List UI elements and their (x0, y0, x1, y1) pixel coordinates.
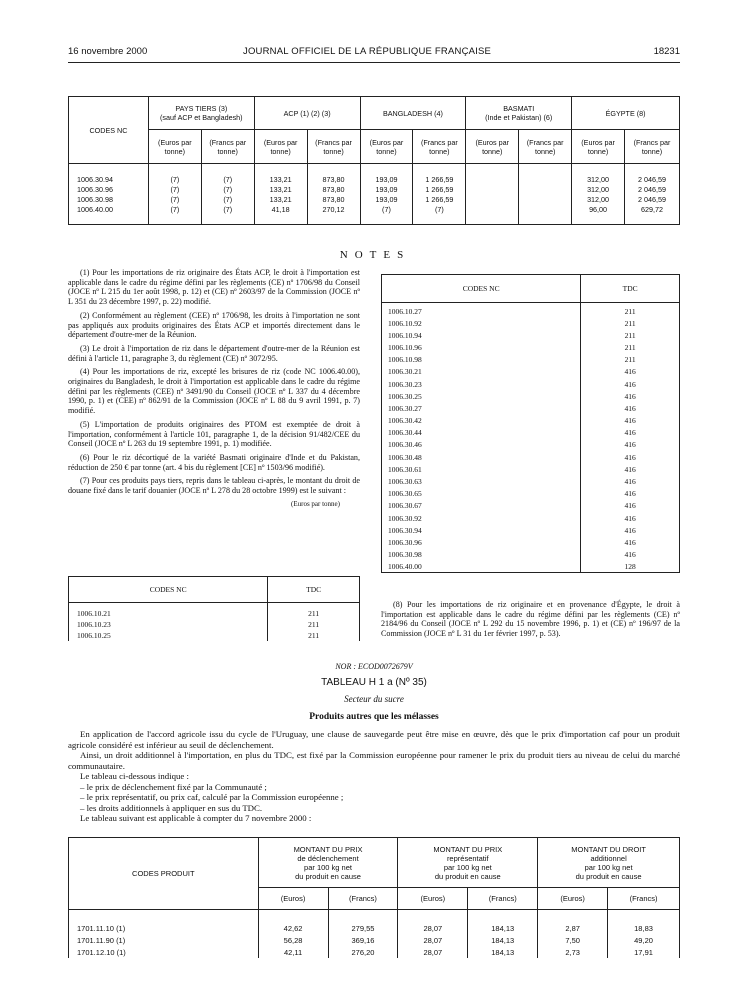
value-cell: 28,07 (398, 934, 468, 946)
value-cell: 1 266,59 (413, 174, 466, 184)
paragraph: En application de l'accord agricole issu du cycle de l'Uruguay, une clause de sauvegarde peut être mise en œuvre, dès que le prix d'importation caf pour un produit agricole considéré est inférieur au seuil de déclenchement. (68, 729, 680, 750)
unit-header: (Euros) (398, 888, 468, 910)
unit-header: (Euros par tonne) (148, 130, 201, 164)
unit-header: (Euros) (258, 888, 328, 910)
unit-header: (Francs) (608, 888, 680, 910)
group-header: MONTANT DU PRIX de déclenchement par 100 kg net du produit en cause (258, 838, 398, 888)
table-row (382, 549, 680, 561)
table-row (69, 204, 680, 214)
code-cell: 1006.30.96 (69, 184, 149, 194)
value-cell: 42,62 (258, 922, 328, 934)
value-cell: 133,21 (254, 174, 307, 184)
table-row (382, 354, 680, 366)
tdc-cell: 416 (581, 390, 680, 402)
tdc-cell: 416 (581, 549, 680, 561)
code-cell: 1006.30.21 (382, 366, 581, 378)
code-cell: 1006.30.67 (382, 500, 581, 512)
table-row (69, 934, 680, 946)
value-cell: 1 266,59 (413, 184, 466, 194)
table-row (382, 415, 680, 427)
value-cell: 7,50 (538, 934, 608, 946)
tdc-table-right (381, 274, 680, 573)
note-1: (1) Pour les importations de riz originaire des États ACP, le droit à l'importation est applicable dans le cadre du régime défini par les règlements (CE) nº 1706/98 du Conseil (JOCE nº L 215 du 1er août 1998, p. 12) et (CE) nº 2603/97 de la Commission (JOCE nº L 351 du 23 décembre 1997, p. 22) modifié. (68, 268, 360, 307)
value-cell: 312,00 (572, 184, 625, 194)
code-cell: 1006.30.98 (69, 194, 149, 204)
spacer-row (69, 214, 680, 225)
value-cell: 42,11 (258, 946, 328, 958)
value-cell: (7) (148, 204, 201, 214)
sugar-safeguard-table (68, 837, 680, 958)
value-cell: 312,00 (572, 194, 625, 204)
table-row (382, 463, 680, 475)
value-cell (519, 194, 572, 204)
codes-nc-header: CODES NC (69, 97, 149, 164)
value-cell: 873,80 (307, 184, 360, 194)
produits-heading: Produits autres que les mélasses (309, 712, 439, 722)
tdc-cell: 416 (581, 451, 680, 463)
group-header: ÉGYPTE (8) (572, 97, 680, 130)
code-cell: 1006.40.00 (382, 561, 581, 573)
code-cell: 1006.30.44 (382, 427, 581, 439)
tdc-cell: 211 (581, 354, 680, 366)
list-item: – le prix représentatif, ou prix caf, calculé par la Commission européenne ; (80, 792, 344, 802)
code-cell: 1006.10.96 (382, 341, 581, 353)
unit-header: (Francs par tonne) (519, 130, 572, 164)
list-item: – les droits additionnels à appliquer en sus du TDC. (80, 802, 263, 813)
value-cell: 18,83 (608, 922, 680, 934)
paragraph: Le tableau suivant est applicable à compter du 7 novembre 2000 : (80, 813, 312, 823)
code-cell: 1701.12.10 (1) (69, 946, 259, 958)
value-cell: 56,28 (258, 934, 328, 946)
code-cell: 1006.10.23 (69, 619, 268, 630)
code-cell: 1006.10.21 (69, 603, 268, 620)
code-cell: 1006.30.94 (69, 174, 149, 184)
code-cell: 1006.30.46 (382, 439, 581, 451)
value-cell: (7) (148, 184, 201, 194)
notes-left-column (68, 268, 360, 509)
table-row (382, 536, 680, 548)
value-cell: 96,00 (572, 204, 625, 214)
tdc-header: TDC (268, 577, 360, 603)
value-cell: 2 046,59 (625, 194, 680, 204)
secteur-label: Secteur du sucre (344, 694, 404, 704)
page-header (68, 46, 680, 60)
value-cell: 28,07 (398, 922, 468, 934)
code-cell: 1006.30.27 (382, 402, 581, 414)
tdc-cell: 416 (581, 415, 680, 427)
value-cell: (7) (201, 184, 254, 194)
unit-header: (Francs par tonne) (201, 130, 254, 164)
code-cell: 1006.30.61 (382, 463, 581, 475)
code-cell: 1006.40.00 (69, 204, 149, 214)
code-cell: 1006.30.42 (382, 415, 581, 427)
table-row (382, 366, 680, 378)
code-cell: 1701.11.10 (1) (69, 922, 259, 934)
table-row (382, 561, 680, 573)
table-row (382, 512, 680, 524)
table-row (382, 378, 680, 390)
group-header: BANGLADESH (4) (360, 97, 466, 130)
note-4: (4) Pour les importations de riz, excepté les brisures de riz (code NC 1006.40.00), originaires du Bangladesh, le droit à l'importation est applicable dans le cadre du régime défini par les règlements (CEE) nº 3491/90 du Conseil (JOCE nº L 337 du 4 décembre 1990, p. 1) et (CEE) nº 862/91 de la Commission (JOCE nº L 88 du 9 avril 1991, p. 7) modifié. (68, 367, 360, 416)
table-row (382, 329, 680, 341)
group-header: BASMATI (Inde et Pakistan) (6) (466, 97, 572, 130)
note-7: (7) Pour ces produits pays tiers, repris dans le tableau ci-après, le montant du droit de douane fixé dans le tarif douanier (JOCE nº L 278 du 28 octobre 1999) est le suivant : (68, 476, 360, 496)
tdc-cell: 128 (581, 561, 680, 573)
codes-nc-header: CODES NC (69, 577, 268, 603)
unit-header: (Euros par tonne) (572, 130, 625, 164)
code-cell: 1006.30.65 (382, 488, 581, 500)
code-cell: 1006.10.94 (382, 329, 581, 341)
table-row (382, 317, 680, 329)
value-cell: 2,87 (538, 922, 608, 934)
group-header: MONTANT DU PRIX représentatif par 100 kg net du produit en cause (398, 838, 538, 888)
value-cell: 193,09 (360, 174, 413, 184)
header-date: 16 novembre 2000 (68, 46, 148, 57)
unit-note: (Euros par tonne) (291, 499, 340, 508)
table-row (69, 619, 360, 630)
code-cell: 1006.30.96 (382, 536, 581, 548)
value-cell: (7) (360, 204, 413, 214)
value-cell: (7) (201, 194, 254, 204)
value-cell: (7) (148, 194, 201, 204)
code-cell: 1006.30.25 (382, 390, 581, 402)
unit-header: (Euros par tonne) (254, 130, 307, 164)
code-cell: 1006.30.63 (382, 475, 581, 487)
value-cell: 49,20 (608, 934, 680, 946)
code-cell: 1006.30.94 (382, 524, 581, 536)
tdc-cell: 416 (581, 512, 680, 524)
table-row (69, 630, 360, 641)
tdc-cell: 211 (581, 317, 680, 329)
table-row (382, 341, 680, 353)
value-cell: 2,73 (538, 946, 608, 958)
value-cell: 873,80 (307, 174, 360, 184)
tdc-cell: 416 (581, 488, 680, 500)
unit-header: (Francs par tonne) (307, 130, 360, 164)
tdc-cell: 416 (581, 475, 680, 487)
value-cell: 184,13 (468, 922, 538, 934)
value-cell (466, 184, 519, 194)
tdc-header: TDC (581, 275, 680, 303)
table-row (382, 524, 680, 536)
value-cell (466, 194, 519, 204)
value-cell (519, 184, 572, 194)
intro-paragraphs (68, 729, 680, 824)
table-row (382, 439, 680, 451)
paragraph: Le tableau ci-dessous indique : (80, 771, 189, 781)
unit-header: (Euros) (538, 888, 608, 910)
table-row (69, 184, 680, 194)
tdc-cell: 211 (581, 329, 680, 341)
tdc-cell: 211 (268, 630, 360, 641)
paragraph: Ainsi, un droit additionnel à l'importation, en plus du TDC, est fixé par la Commission européenne pour ramener le prix du produit tiers au niveau de celui du marché communautaire. (68, 750, 680, 771)
tdc-cell: 211 (268, 619, 360, 630)
group-header: ACP (1) (2) (3) (254, 97, 360, 130)
code-cell: 1006.10.92 (382, 317, 581, 329)
table-row (382, 402, 680, 414)
code-cell: 1006.10.25 (69, 630, 268, 641)
table-row (382, 390, 680, 402)
tdc-cell: 211 (268, 603, 360, 620)
header-rule (68, 62, 680, 63)
group-header: PAYS TIERS (3) (sauf ACP et Bangladesh) (148, 97, 254, 130)
code-cell: 1006.10.98 (382, 354, 581, 366)
table-row (382, 427, 680, 439)
unit-header: (Francs) (468, 888, 538, 910)
value-cell: (7) (413, 204, 466, 214)
table-row (69, 946, 680, 958)
note-8: (8) Pour les importations de riz originaire et en provenance d'Égypte, le droit à l'importation est applicable dans le cadre du régime défini par les règlements (CE) nº 2184/96 du Conseil (JOCE nº L 292 du 15 novembre 1996, p. 1) et (CE) nº 196/97 de la Commission (JOCE nº L 31 du 1er février 1997, p. 53). (381, 600, 680, 639)
value-cell: 133,21 (254, 184, 307, 194)
value-cell: 184,13 (468, 946, 538, 958)
nor-reference: NOR : ECOD0072679V (335, 662, 413, 671)
note-2: (2) Conformément au règlement (CEE) nº 1706/98, les droits à l'importation ne sont pas appliqués aux produits originaires des États ACP et importés directement dans le département d'outre-mer de la Réunion. (68, 310, 360, 340)
value-cell: (7) (201, 204, 254, 214)
table-row (382, 451, 680, 463)
unit-header: (Francs par tonne) (413, 130, 466, 164)
value-cell: 133,21 (254, 194, 307, 204)
value-cell: (7) (201, 174, 254, 184)
code-cell: 1006.10.27 (382, 303, 581, 318)
value-cell (519, 174, 572, 184)
spacer-row (69, 910, 680, 923)
value-cell: (7) (148, 174, 201, 184)
value-cell: 276,20 (328, 946, 398, 958)
note-6: (6) Pour le riz décortiqué de la variété Basmati originaire d'Inde et du Pakistan, réduction de 250 € par tonne (art. 4 bis du règlement [CE] nº 1503/96 modifié). (68, 452, 360, 472)
table-row (69, 174, 680, 184)
spacer-row (69, 164, 680, 175)
tdc-cell: 211 (581, 303, 680, 318)
table-row (382, 488, 680, 500)
table-row (382, 303, 680, 318)
value-cell (519, 204, 572, 214)
value-cell: 2 046,59 (625, 184, 680, 194)
codes-produit-header: CODES PRODUIT (69, 838, 259, 910)
tdc-cell: 416 (581, 378, 680, 390)
value-cell: 184,13 (468, 934, 538, 946)
rice-import-duties-table (68, 96, 680, 225)
value-cell (466, 174, 519, 184)
value-cell: 193,09 (360, 194, 413, 204)
table-row (69, 603, 360, 620)
tdc-cell: 416 (581, 427, 680, 439)
codes-nc-header: CODES NC (382, 275, 581, 303)
value-cell: 28,07 (398, 946, 468, 958)
table-row (69, 922, 680, 934)
unit-header: (Euros par tonne) (360, 130, 413, 164)
code-cell: 1701.11.90 (1) (69, 934, 259, 946)
tdc-cell: 416 (581, 402, 680, 414)
value-cell: 193,09 (360, 184, 413, 194)
tdc-cell: 416 (581, 500, 680, 512)
value-cell: 369,16 (328, 934, 398, 946)
code-cell: 1006.30.23 (382, 378, 581, 390)
value-cell: 270,12 (307, 204, 360, 214)
group-header: MONTANT DU DROIT additionnel par 100 kg net du produit en cause (538, 838, 680, 888)
value-cell: 2 046,59 (625, 174, 680, 184)
value-cell: 17,91 (608, 946, 680, 958)
unit-header: (Francs) (328, 888, 398, 910)
value-cell: 279,55 (328, 922, 398, 934)
tdc-cell: 416 (581, 439, 680, 451)
tdc-cell: 416 (581, 536, 680, 548)
value-cell: 312,00 (572, 174, 625, 184)
value-cell: 41,18 (254, 204, 307, 214)
table-row (69, 194, 680, 204)
tableau-title: TABLEAU H 1 a (Nº 35) (321, 677, 427, 688)
table-row (382, 500, 680, 512)
table-row (382, 475, 680, 487)
unit-header: (Francs par tonne) (625, 130, 680, 164)
list-item: – le prix de déclenchement fixé par la Communauté ; (80, 781, 267, 792)
value-cell (466, 204, 519, 214)
code-cell: 1006.30.92 (382, 512, 581, 524)
note-3: (3) Le droit à l'importation de riz dans le département d'outre-mer de la Réunion est défini à l'article 11, paragraphe 3, du règlement (CE) nº 3072/95. (68, 343, 360, 363)
code-cell: 1006.30.98 (382, 549, 581, 561)
value-cell: 873,80 (307, 194, 360, 204)
tdc-cell: 416 (581, 524, 680, 536)
value-cell: 1 266,59 (413, 194, 466, 204)
tdc-table-left (68, 576, 360, 641)
notes-title: NOTES (339, 249, 411, 261)
header-page-number: 18231 (653, 46, 680, 57)
tdc-cell: 211 (581, 341, 680, 353)
header-journal-title: JOURNAL OFFICIEL DE LA RÉPUBLIQUE FRANÇAISE (243, 46, 492, 57)
tdc-cell: 416 (581, 463, 680, 475)
value-cell: 629,72 (625, 204, 680, 214)
note-5: (5) L'importation de produits originaires des PTOM est exemptée de droit à l'importation, conformément à l'article 101, paragraphe 1, de la décision 91/482/CEE du Conseil (JOCE nº L 263 du 19 septembre 1991, p. 1) modifiée. (68, 419, 360, 449)
tdc-cell: 416 (581, 366, 680, 378)
unit-header: (Euros par tonne) (466, 130, 519, 164)
code-cell: 1006.30.48 (382, 451, 581, 463)
